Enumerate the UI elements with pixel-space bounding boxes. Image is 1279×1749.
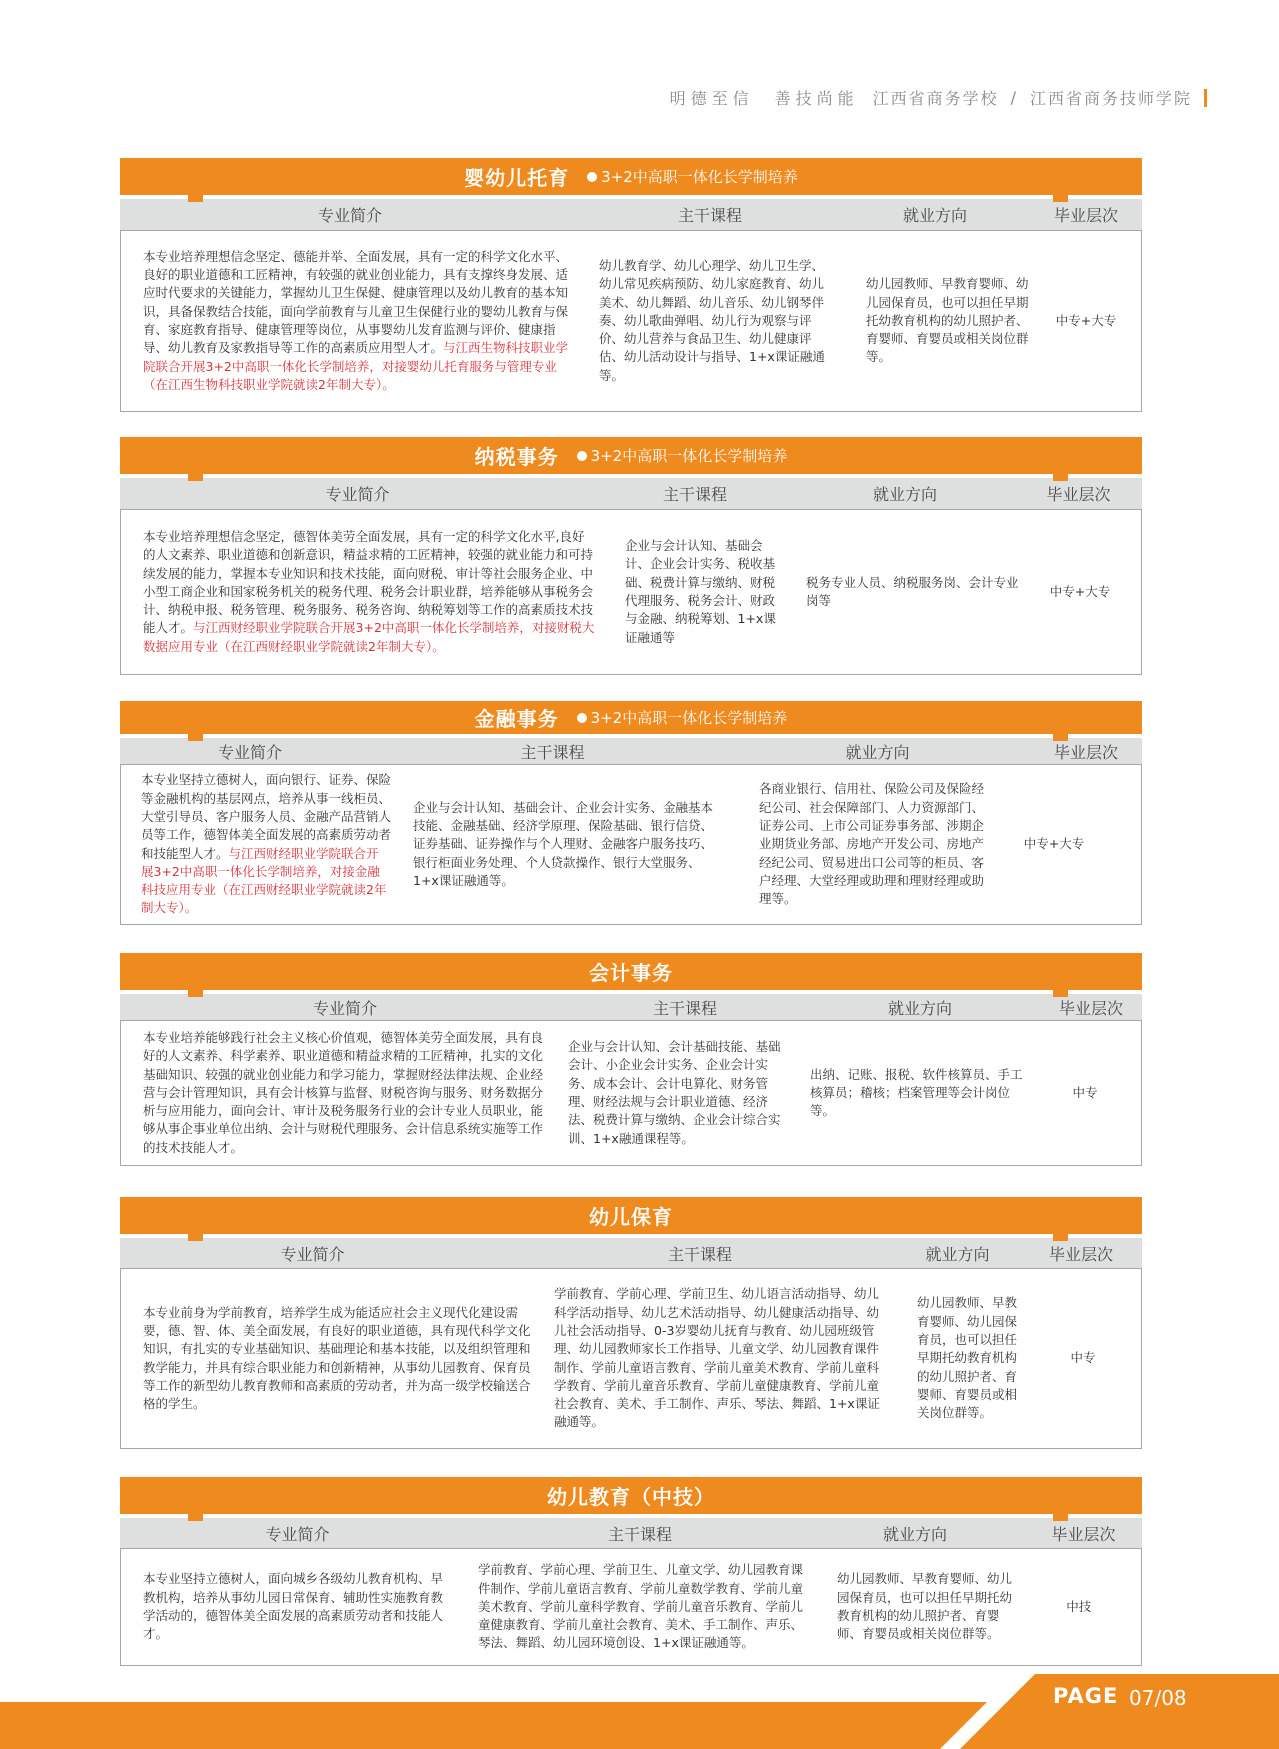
intro-cell: 本专业坚持立德树人，面向银行、证券、保险等金融机构的基层网点，培养从事一线柜员、大堂引导员、客户服务人员、金融产品营销人员等工作，德智体美全面发展的高素质劳动者和技能型人才。与江西财经职业学院联合开展3+2中高职一体化长学制培养，对接金融科技应用专业（在江西财经职业学院就读2年制大专）。 xyxy=(141,772,392,916)
courses-cell: 企业与会计认知、基础会计、企业会计实务、金融基本技能、金融基础、经济学原理、保险基础、银行信贷、证券基础、证券操作与个人理财、金融客户服务技巧、银行柜面业务处理、个人贷款操作、银行大堂服务、1+x课证融通等。 xyxy=(413,799,714,888)
col-intro: 专业简介 xyxy=(217,742,282,762)
header-tab-right xyxy=(1053,474,1068,481)
section-header xyxy=(120,158,1142,195)
courses-cell: 幼儿教育学、幼儿心理学、幼儿卫生学、幼儿常见疾病预防、幼儿家庭教育、幼儿美术、幼儿舞蹈、幼儿音乐、幼儿钢琴伴奏、幼儿歌曲弹唱、幼儿行为观察与评价、幼儿营养与食品卫生、幼儿健康评估、幼儿活动设计与指导、1+x课证融通等。 xyxy=(599,257,825,383)
section-title: 纳税事务 xyxy=(474,445,559,469)
section-title: 婴幼儿托育 xyxy=(464,166,570,190)
header-tab-left xyxy=(188,195,203,202)
career-cell: 幼儿园教师、早教育婴师、幼儿园保育员，也可以担任早期托幼教育机构的幼儿照护者、育婴师、育婴员或相关岗位群等。 xyxy=(917,1295,1018,1421)
col-level: 毕业层次 xyxy=(1046,485,1111,504)
accent-bar xyxy=(1204,89,1207,107)
header-tab-right xyxy=(1053,1234,1068,1241)
header-tab-right xyxy=(1053,1514,1068,1521)
header-tab-left xyxy=(188,1514,203,1521)
header-tab-right xyxy=(1053,990,1068,997)
school-name-2: 江西省商务技师学院 xyxy=(1029,89,1192,108)
col-courses: 主干课程 xyxy=(677,206,742,225)
table-row xyxy=(120,230,1142,412)
career-cell: 各商业银行、信用社、保险公司及保险经纪公司、社会保障部门、人力资源部门、证券公司、上市公司证券事务部、涉期企业期货业务部、房地产开发公司、房地产经纪公司、贸易进出口公司等的柜员、客户经理、大堂经理或助理和理财经理或助理等。 xyxy=(759,781,985,907)
col-courses: 主干课程 xyxy=(652,998,717,1018)
col-level: 毕业层次 xyxy=(1048,1244,1113,1264)
section-header xyxy=(120,1477,1142,1514)
header-tab-right xyxy=(1053,195,1068,202)
col-career: 就业方向 xyxy=(902,206,967,225)
column-headers xyxy=(120,738,1142,764)
column-headers xyxy=(120,1518,1142,1548)
career-cell: 幼儿园教师、早教育婴师、幼儿园保育员，也可以担任早期托幼教育机构的幼儿照护者、育婴师、育婴员或相关岗位群等。 xyxy=(836,1571,1012,1642)
career-cell: 幼儿园教师、早教育婴师、幼儿园保育员，也可以担任早期托幼教育机构的幼儿照护者、育婴师、育婴员或相关岗位群等。 xyxy=(866,276,1029,365)
partnership-note: 与江西财经职业学院联合开展3+2中高职一体化长学制培养，对接财税大数据应用专业（在江西财经职业学院就读2年制大专）。 xyxy=(143,620,595,654)
column-headers xyxy=(120,478,1142,509)
col-intro: 专业简介 xyxy=(312,998,377,1018)
col-level: 毕业层次 xyxy=(1051,1524,1116,1544)
table-row xyxy=(120,1548,1142,1666)
col-intro: 专业简介 xyxy=(325,485,390,504)
col-level: 毕业层次 xyxy=(1053,206,1118,225)
header-tab-left xyxy=(188,474,203,481)
partnership-note: 与江西财经职业学院联合开展3+2中高职一体化长学制培养，对接金融科技应用专业（在江西财经职业学院就读2年制大专）。 xyxy=(141,845,387,916)
bullet-icon xyxy=(577,451,587,461)
col-career: 就业方向 xyxy=(845,742,910,762)
courses-cell: 学前教育、学前心理、学前卫生、儿童文学、幼儿园教育课件制作、学前儿童语言教育、学前儿童数学教育、学前儿童美术教育、学前儿童科学教育、学前儿童音乐教育、学前儿童健康教育、学前儿童社会教育、美术、手工制作、声乐、琴法、舞蹈、幼儿园环境创设、1+x课证融通等。 xyxy=(478,1562,804,1651)
column-headers xyxy=(120,199,1142,230)
col-career: 就业方向 xyxy=(872,485,937,504)
col-career: 就业方向 xyxy=(882,1524,947,1544)
section-title: 幼儿教育（中技） xyxy=(547,1485,715,1509)
program-tag: 3+2中高职一体化长学制培养 xyxy=(577,707,788,728)
major-section-accounting-affairs xyxy=(120,953,1142,1166)
level-cell: 中专 xyxy=(1070,1350,1096,1366)
col-courses: 主干课程 xyxy=(667,1244,732,1264)
col-courses: 主干课程 xyxy=(607,1524,672,1544)
separator: / xyxy=(1010,88,1018,107)
major-section-finance-affairs xyxy=(120,701,1142,925)
table-row xyxy=(120,1020,1142,1166)
level-cell: 中专+大专 xyxy=(1023,836,1085,852)
col-career: 就业方向 xyxy=(887,998,952,1018)
section-title: 金融事务 xyxy=(474,707,559,731)
section-title: 幼儿保育 xyxy=(589,1205,673,1229)
page-number: 07/08 xyxy=(1129,1686,1187,1710)
table-row xyxy=(120,1268,1142,1449)
school-motto: 明德至信 善技尚能 xyxy=(669,89,859,108)
col-courses: 主干课程 xyxy=(662,485,727,504)
section-header xyxy=(120,701,1142,734)
bullet-icon xyxy=(577,713,587,723)
section-header xyxy=(120,437,1142,474)
intro-cell: 本专业前身为学前教育，培养学生成为能适应社会主义现代化建设需要，德、智、体、美全面发展，有良好的职业道德，具有现代科学文化知识，有扎实的专业基础知识、基础理论和基本技能，以及组织管理和教学能力，并具有综合职业能力和创新精神，从事幼儿园教育、保育员等工作的新型幼儿教育教师和高素质的劳动者，并为高一级学校输送合格的学生。 xyxy=(143,1304,531,1412)
col-career: 就业方向 xyxy=(925,1244,990,1264)
school-name-1: 江西省商务学校 xyxy=(872,89,999,108)
table-row xyxy=(120,764,1142,925)
page-header xyxy=(670,86,1207,109)
program-tag: 3+2中高职一体化长学制培养 xyxy=(577,445,788,466)
section-title: 会计事务 xyxy=(589,961,673,985)
major-section-infant-care xyxy=(120,158,1142,412)
program-tag: 3+2中高职一体化长学制培养 xyxy=(587,166,798,187)
courses-cell: 学前教育、学前心理、学前卫生、幼儿语言活动指导、幼儿科学活动指导、幼儿艺术活动指导、幼儿健康活动指导、幼儿社会活动指导、0-3岁婴幼儿抚育与教育、幼儿园班级管理、幼儿园教师家长工作指导、儿童文学、幼儿园教育课件制作、学前儿童语言教育、学前儿童美术教育、学前儿童科学教育、学前儿童音乐教育、学前儿童健康教育、学前儿童社会教育、美术、手工制作、声乐、琴法、舞蹈、1+x课证融通等。 xyxy=(554,1286,880,1430)
column-headers xyxy=(120,994,1142,1020)
intro-cell: 本专业培养理想信念坚定、德能并举、全面发展，具有一定的科学文化水平、良好的职业道德和工匠精神，有较强的就业创业能力，具有支撑终身发展、适应时代要求的关键能力，掌握幼儿卫生保健、健康管理以及幼儿教育的基本知识，具备保教结合技能，面向学前教育与儿童卫生保健行业的婴幼儿教育与保育、家庭教育指导、健康管理等岗位，从事婴幼儿发育监测与评价、健康指导、幼儿教育及家教指导等工作的高素质应用型人才。与江西生物科技职业学院联合开展3+2中高职一体化长学制培养，对接婴幼儿托育服务与管理专业（在江西生物科技职业学院就读2年制大专）。 xyxy=(143,248,569,392)
major-section-early-education-technical xyxy=(120,1477,1142,1666)
level-cell: 中专+大专 xyxy=(1055,312,1117,328)
col-intro: 专业简介 xyxy=(265,1524,330,1544)
section-header xyxy=(120,953,1142,990)
header-tab-left xyxy=(188,734,203,741)
col-intro: 专业简介 xyxy=(280,1244,345,1264)
partnership-note: 与江西生物科技职业学院联合开展3+2中高职一体化长学制培养，对接婴幼儿托育服务与管理专业（在江西生物科技职业学院就读2年制大专）。 xyxy=(143,340,569,392)
header-tab-left xyxy=(188,990,203,997)
col-level: 毕业层次 xyxy=(1058,998,1123,1018)
courses-cell: 企业与会计认知、基础会计、企业会计实务、税收基础、税费计算与缴纳、财税代理服务、税务会计、财政与金融、纳税筹划、1+x课证融通等 xyxy=(625,538,776,645)
bullet-icon xyxy=(587,172,597,182)
page-label: PAGE xyxy=(1053,1684,1119,1708)
header-tab-left xyxy=(188,1234,203,1241)
intro-cell: 本专业培养能够践行社会主义核心价值观，德智体美劳全面发展，具有良好的人文素养、科学素养、职业道德和精益求精的工匠精神，扎实的文化基础知识、较强的就业创业能力和学习能力，掌握财经法律法规、企业经营与会计管理知识，具有会计核算与监督、财税咨询与服务、财务数据分析与应用能力，面向会计、审计及税务服务行业的会计专业人员职业，能够从事企事业单位出纳、会计与财税代理服务、会计信息系统实施等工作的技术技能人才。 xyxy=(143,1029,544,1155)
header-tab-right xyxy=(1053,734,1068,741)
courses-cell: 企业与会计认知、会计基础技能、基础会计、小企业会计实务、企业会计实务、成本会计、会计电算化、财务管理、财经法规与会计职业道德、经济法、税费计算与缴纳、企业会计综合实训、1+x融通课程等。 xyxy=(568,1039,781,1146)
intro-cell: 本专业坚持立德树人，面向城乡各级幼儿教育机构、早教机构，培养从事幼儿园日常保育、辅助性实施教育教学活动的，德智体美全面发展的高素质劳动者和技能人才。 xyxy=(143,1571,444,1642)
major-section-tax-affairs xyxy=(120,437,1142,675)
table-row xyxy=(120,509,1142,675)
col-intro: 专业简介 xyxy=(317,206,382,225)
career-cell: 出纳、记账、报税、软件核算员、手工核算员；稽核；档案管理等会计岗位等。 xyxy=(810,1066,1023,1119)
level-cell: 中技 xyxy=(1066,1598,1092,1614)
column-headers xyxy=(120,1238,1142,1268)
level-cell: 中专 xyxy=(1072,1084,1098,1100)
section-header xyxy=(120,1197,1142,1234)
major-section-childcare xyxy=(120,1197,1142,1449)
col-courses: 主干课程 xyxy=(520,742,585,762)
intro-cell: 本专业培养理想信念坚定，德智体美劳全面发展，具有一定的科学文化水平,良好的人文素养、职业道德和创新意识，精益求精的工匠精神，较强的就业能力和可持续发展的能力，掌握本专业知识和技术技能，面向财税、审计等社会服务企业、中小型工商企业和国家税务机关的税务代理、税务会计职业群，培养能够从事税务会计、纳税申报、税务管理、税务服务、税务咨询、纳税筹划等工作的高素质技术技能人才。与江西财经职业学院联合开展3+2中高职一体化长学制培养，对接财税大数据应用专业（在江西财经职业学院就读2年制大专）。 xyxy=(143,528,595,654)
level-cell: 中专+大专 xyxy=(1049,583,1111,599)
col-level: 毕业层次 xyxy=(1053,742,1118,762)
career-cell: 税务专业人员、纳税服务岗、会计专业岗等 xyxy=(806,574,1019,608)
